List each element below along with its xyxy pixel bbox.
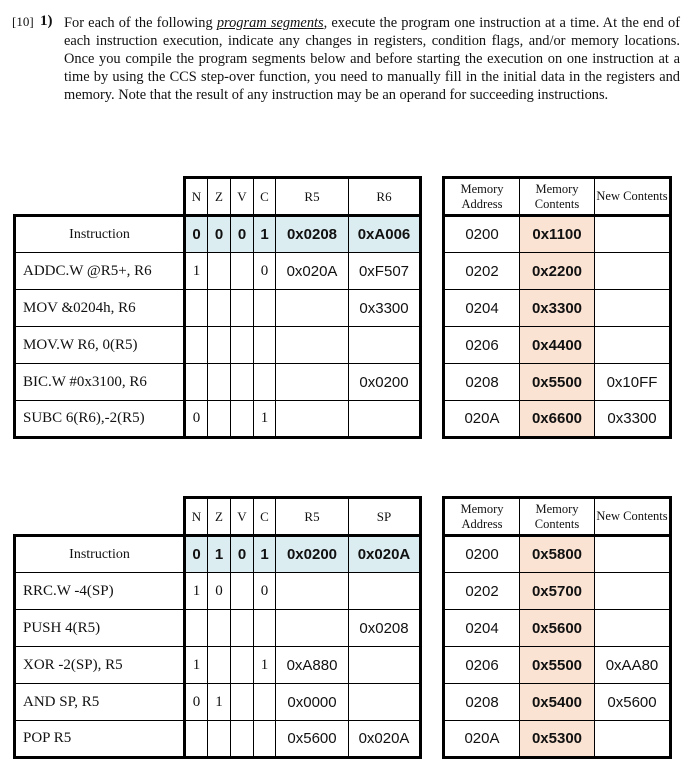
- header-n: N: [185, 178, 208, 216]
- value-z: [208, 610, 231, 647]
- memory-address: 0202: [444, 253, 520, 290]
- header-n: N: [185, 498, 208, 536]
- memory-contents: 0x5800: [520, 536, 595, 573]
- value-r2: 0x0208: [349, 610, 421, 647]
- header-z: Z: [208, 498, 231, 536]
- memory-address: 0208: [444, 364, 520, 401]
- value-n: 0: [185, 216, 208, 253]
- blank-corner: [15, 498, 185, 536]
- instruction-cell: MOV &0204h, R6: [15, 290, 185, 327]
- header-r5: R5: [276, 498, 349, 536]
- instruction-cell: AND SP, R5: [15, 684, 185, 721]
- header-c: C: [254, 498, 276, 536]
- memory-address: 0208: [444, 684, 520, 721]
- memory-header-2: New Contents: [595, 498, 671, 536]
- memory-address: 0206: [444, 327, 520, 364]
- program-segments-link: program segments: [216, 15, 324, 31]
- value-v: [231, 647, 254, 684]
- memory-row: [444, 684, 671, 721]
- value-v: [231, 721, 254, 758]
- initial-values-row: [15, 536, 421, 573]
- value-v: [231, 573, 254, 610]
- memory-address: 0204: [444, 610, 520, 647]
- register-header-row: [15, 498, 421, 536]
- memory-new-contents: [595, 290, 671, 327]
- question-points: [10]: [12, 14, 34, 29]
- memory-header-1: Memory Contents: [520, 498, 595, 536]
- value-c: [254, 327, 276, 364]
- memory-new-contents: [595, 216, 671, 253]
- instruction-row: [15, 684, 421, 721]
- memory-address: 0202: [444, 573, 520, 610]
- value-r1: [276, 327, 349, 364]
- memory-header-1: Memory Contents: [520, 178, 595, 216]
- memory-contents: 0x5600: [520, 610, 595, 647]
- value-c: [254, 290, 276, 327]
- value-r1: [276, 573, 349, 610]
- memory-row: [444, 721, 671, 758]
- value-c: 0: [254, 253, 276, 290]
- instruction-row: [15, 327, 421, 364]
- header-v: V: [231, 178, 254, 216]
- memory-address: 020A: [444, 401, 520, 438]
- value-v: [231, 684, 254, 721]
- value-z: [208, 721, 231, 758]
- value-v: [231, 327, 254, 364]
- memory-header-0: Memory Address: [444, 498, 520, 536]
- value-r1: 0x0208: [276, 216, 349, 253]
- value-r1: 0x0000: [276, 684, 349, 721]
- memory-table-2: [442, 496, 672, 759]
- memory-header-row: [444, 178, 671, 216]
- value-r1: 0x020A: [276, 253, 349, 290]
- memory-address: 0200: [444, 216, 520, 253]
- initial-values-row: [15, 216, 421, 253]
- value-v: [231, 401, 254, 438]
- register-table-2: [13, 496, 422, 759]
- memory-new-contents: [595, 253, 671, 290]
- value-n: [185, 610, 208, 647]
- value-z: 0: [208, 573, 231, 610]
- value-r2: 0x020A: [349, 721, 421, 758]
- blank-corner: [15, 178, 185, 216]
- memory-address: 0204: [444, 290, 520, 327]
- value-z: [208, 290, 231, 327]
- value-c: [254, 364, 276, 401]
- value-z: 1: [208, 684, 231, 721]
- value-r2: [349, 327, 421, 364]
- value-r2: [349, 647, 421, 684]
- memory-contents: 0x1100: [520, 216, 595, 253]
- value-c: 1: [254, 216, 276, 253]
- value-v: [231, 364, 254, 401]
- instruction-cell: ADDC.W @R5+, R6: [15, 253, 185, 290]
- value-z: 0: [208, 216, 231, 253]
- memory-contents: 0x4400: [520, 327, 595, 364]
- memory-new-contents: 0xAA80: [595, 647, 671, 684]
- value-c: 1: [254, 647, 276, 684]
- value-z: [208, 647, 231, 684]
- memory-contents: 0x5400: [520, 684, 595, 721]
- memory-table-1: [442, 176, 672, 439]
- memory-row: [444, 401, 671, 438]
- instruction-header: Instruction: [15, 536, 185, 573]
- value-r1: [276, 364, 349, 401]
- instruction-row: [15, 721, 421, 758]
- memory-contents: 0x2200: [520, 253, 595, 290]
- value-n: 0: [185, 684, 208, 721]
- value-r1: [276, 401, 349, 438]
- header-c: C: [254, 178, 276, 216]
- instruction-row: [15, 364, 421, 401]
- value-z: [208, 253, 231, 290]
- memory-header-0: Memory Address: [444, 178, 520, 216]
- memory-header-2: New Contents: [595, 178, 671, 216]
- header-z: Z: [208, 178, 231, 216]
- memory-row: [444, 610, 671, 647]
- memory-new-contents: [595, 327, 671, 364]
- instruction-row: [15, 290, 421, 327]
- memory-contents: 0x3300: [520, 290, 595, 327]
- memory-new-contents: 0x3300: [595, 401, 671, 438]
- memory-new-contents: [595, 610, 671, 647]
- instruction-cell: BIC.W #0x3100, R6: [15, 364, 185, 401]
- value-r2: 0x0200: [349, 364, 421, 401]
- value-z: [208, 401, 231, 438]
- memory-new-contents: [595, 573, 671, 610]
- instruction-header: Instruction: [15, 216, 185, 253]
- value-c: [254, 610, 276, 647]
- instruction-row: [15, 647, 421, 684]
- memory-new-contents: [595, 721, 671, 758]
- instruction-cell: PUSH 4(R5): [15, 610, 185, 647]
- memory-contents: 0x5500: [520, 364, 595, 401]
- memory-header-row: [444, 498, 671, 536]
- instruction-cell: POP R5: [15, 721, 185, 758]
- value-n: [185, 290, 208, 327]
- memory-row: [444, 647, 671, 684]
- memory-contents: 0x5700: [520, 573, 595, 610]
- value-n: [185, 327, 208, 364]
- value-v: [231, 610, 254, 647]
- value-c: [254, 684, 276, 721]
- instruction-row: [15, 401, 421, 438]
- memory-row: [444, 290, 671, 327]
- value-z: 1: [208, 536, 231, 573]
- value-r2: [349, 573, 421, 610]
- memory-row: [444, 536, 671, 573]
- header-r6: R6: [349, 178, 421, 216]
- value-n: 1: [185, 573, 208, 610]
- register-table-1: [13, 176, 422, 439]
- instruction-row: [15, 610, 421, 647]
- memory-row: [444, 216, 671, 253]
- value-r2: 0x020A: [349, 536, 421, 573]
- value-n: 1: [185, 253, 208, 290]
- value-n: 0: [185, 401, 208, 438]
- memory-address: 0200: [444, 536, 520, 573]
- memory-contents: 0x5500: [520, 647, 595, 684]
- value-r2: 0x3300: [349, 290, 421, 327]
- value-c: 0: [254, 573, 276, 610]
- instruction-row: [15, 573, 421, 610]
- value-v: 0: [231, 216, 254, 253]
- memory-contents: 0x5300: [520, 721, 595, 758]
- value-n: [185, 721, 208, 758]
- header-sp: SP: [349, 498, 421, 536]
- value-c: 1: [254, 536, 276, 573]
- value-r1: 0x5600: [276, 721, 349, 758]
- memory-address: 020A: [444, 721, 520, 758]
- instruction-cell: MOV.W R6, 0(R5): [15, 327, 185, 364]
- memory-new-contents: 0x5600: [595, 684, 671, 721]
- value-r2: [349, 684, 421, 721]
- value-z: [208, 327, 231, 364]
- instruction-cell: RRC.W -4(SP): [15, 573, 185, 610]
- value-c: [254, 721, 276, 758]
- value-c: 1: [254, 401, 276, 438]
- value-n: 1: [185, 647, 208, 684]
- value-v: 0: [231, 536, 254, 573]
- memory-row: [444, 573, 671, 610]
- value-n: 0: [185, 536, 208, 573]
- header-r5: R5: [276, 178, 349, 216]
- instruction-row: [15, 253, 421, 290]
- question-text: For each of the following program segments, execute the program one instruction at a time. At the end of each instruction execution, indicate any changes in registers, condition flags, and/or memory locations. Once you compile the program segments below and before starting the execution on one instruction at a time by using the CCS step-over function, you need to manually fill in the initial data in the registers and memory. Note that the result of any instruction may be an operand for succeeding instructions.: [64, 15, 680, 103]
- value-r1: [276, 610, 349, 647]
- value-z: [208, 364, 231, 401]
- value-r1: 0xA880: [276, 647, 349, 684]
- value-n: [185, 364, 208, 401]
- register-header-row: [15, 178, 421, 216]
- memory-new-contents: [595, 536, 671, 573]
- value-r2: [349, 401, 421, 438]
- question-number: 1): [40, 13, 53, 29]
- value-r1: [276, 290, 349, 327]
- memory-new-contents: 0x10FF: [595, 364, 671, 401]
- value-r2: 0xF507: [349, 253, 421, 290]
- value-v: [231, 290, 254, 327]
- memory-row: [444, 327, 671, 364]
- value-r2: 0xA006: [349, 216, 421, 253]
- value-v: [231, 253, 254, 290]
- instruction-cell: XOR -2(SP), R5: [15, 647, 185, 684]
- memory-contents: 0x6600: [520, 401, 595, 438]
- header-v: V: [231, 498, 254, 536]
- memory-row: [444, 253, 671, 290]
- value-r1: 0x0200: [276, 536, 349, 573]
- memory-row: [444, 364, 671, 401]
- instruction-cell: SUBC 6(R6),-2(R5): [15, 401, 185, 438]
- memory-address: 0206: [444, 647, 520, 684]
